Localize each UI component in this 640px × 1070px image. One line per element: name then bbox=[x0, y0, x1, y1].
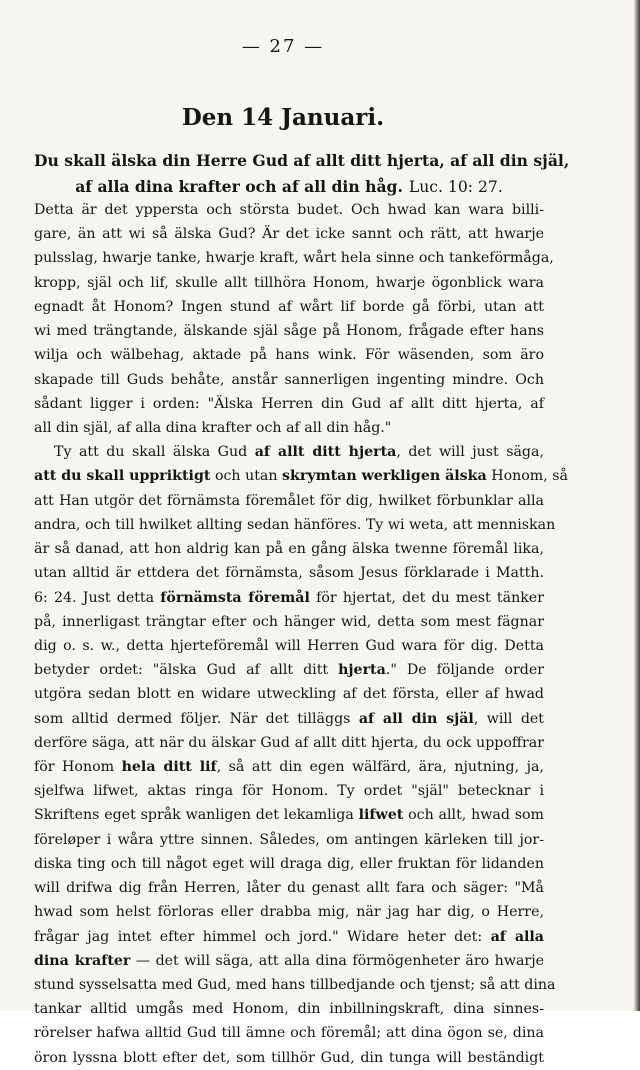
text-segment: hwad som helst förloras eller drabba mig, när jag har dig, o Herre, bbox=[34, 904, 544, 921]
text-line bbox=[34, 900, 544, 924]
text-line bbox=[34, 416, 544, 440]
text-segment: rörelser hafwa alltid Gud till ämne och föremål; att dina ögon se, dina bbox=[34, 1025, 544, 1042]
verse-text-2: af alla dina krafter och af all din håg. bbox=[75, 177, 403, 196]
text-segment: , det will just säga, bbox=[396, 444, 544, 461]
scripture-verse bbox=[34, 148, 570, 200]
body-text bbox=[34, 198, 569, 1070]
text-segment: wilja och wälbehag, aktade på hans wink. För wäsenden, som äro bbox=[34, 347, 544, 364]
text-segment: betyder ordet: "älska Gud af allt ditt bbox=[34, 662, 339, 679]
text-segment: diska ting och till något eget will draga dig, eller fruktan för lidanden bbox=[34, 855, 544, 872]
emphasis-text: hela ditt lif bbox=[121, 759, 217, 776]
text-line bbox=[34, 634, 544, 658]
text-segment: och allt, hwad som bbox=[403, 807, 544, 824]
text-line bbox=[34, 682, 544, 706]
text-line bbox=[34, 731, 544, 755]
text-line bbox=[34, 755, 544, 779]
text-segment: derföre säga, att när du älskar Gud af allt ditt hjerta, du ock uppoffrar bbox=[34, 734, 544, 751]
text-line bbox=[34, 658, 544, 682]
text-line bbox=[34, 392, 544, 416]
text-segment: att Han utgör det förnämsta föremålet för dig, hwilket förbunklar alla bbox=[34, 492, 544, 509]
text-line bbox=[34, 1021, 544, 1045]
text-line bbox=[34, 513, 556, 537]
text-segment: Detta är det yppersta och största budet. Och hwad kan wara billi- bbox=[34, 202, 544, 218]
text-line bbox=[34, 1046, 544, 1070]
text-segment: och utan bbox=[210, 468, 283, 485]
text-line bbox=[34, 876, 544, 900]
page-edge-shadow bbox=[634, 0, 640, 1011]
text-line bbox=[34, 925, 544, 949]
text-line bbox=[34, 949, 544, 973]
text-line bbox=[34, 440, 544, 464]
text-segment: på, innerligast trängtar efter och hänger wid, detta som mest fägnar bbox=[34, 613, 544, 630]
emphasis-text: dina krafter bbox=[34, 952, 131, 969]
text-segment: , så att din egen wälfärd, ära, njutning, ja, bbox=[216, 759, 544, 776]
verse-reference: Luc. 10: 27. bbox=[408, 178, 503, 196]
text-line bbox=[34, 997, 544, 1021]
verse-line-2 bbox=[34, 174, 544, 200]
text-line bbox=[34, 561, 544, 585]
text-segment: öron lyssna blott efter det, som tillhör Gud, din tunga will beständigt bbox=[34, 1049, 544, 1066]
text-segment: dig o. s. w., detta hjerteföremål will Herren Gud wara för dig. Detta bbox=[34, 637, 544, 654]
text-line bbox=[34, 271, 544, 295]
text-line bbox=[34, 973, 556, 997]
text-segment: utgöra sedan blott en widare utweckling af det första, eller af hwad bbox=[34, 686, 544, 703]
text-line bbox=[34, 343, 544, 367]
text-segment: pulsslag, hwarje tanke, hwarje kraft, wårt hela sinne och tankeförmåga, bbox=[34, 250, 554, 267]
text-segment: som alltid dermed följer. När det tilläggs bbox=[34, 710, 359, 727]
text-line bbox=[34, 586, 544, 610]
text-segment: tankar alltid umgås med Honom, din inbillningskraft, dina sinnes- bbox=[34, 1001, 544, 1018]
emphasis-text: hjerta bbox=[338, 662, 386, 679]
text-line bbox=[34, 319, 544, 343]
emphasis-text: af allt ditt hjerta bbox=[254, 444, 397, 461]
text-line bbox=[34, 828, 544, 852]
text-segment: för hjertat, det du mest tänker bbox=[309, 589, 544, 606]
text-segment: är så danad, att hon aldrig kan på en gång älska twenne föremål lika, bbox=[34, 541, 544, 558]
text-line bbox=[34, 464, 569, 488]
text-line bbox=[34, 489, 544, 513]
text-segment: frågar jag intet efter himmel och jord." Widare heter det: bbox=[34, 928, 491, 945]
text-segment: stund sysselsatta med Gud, med hans tillbedjande och tjenst; så att dina bbox=[34, 977, 556, 993]
text-segment: andra, och till hwilket allting sedan hänföres. Ty wi weta, att menniskan bbox=[34, 516, 556, 533]
text-segment: utan alltid är ettdera det förnämsta, såsom Jesus förklarade i Matth. bbox=[34, 565, 544, 582]
emphasis-text: att du skall bbox=[34, 468, 130, 485]
text-line bbox=[34, 537, 544, 561]
text-line bbox=[34, 610, 544, 634]
emphasis-text: uppriktigt bbox=[129, 468, 211, 485]
text-line bbox=[34, 779, 544, 803]
verse-line-1 bbox=[34, 148, 570, 174]
text-segment: Honom, så bbox=[486, 468, 569, 485]
text-line bbox=[34, 246, 554, 270]
text-segment: ." De följande order bbox=[385, 662, 544, 679]
text-segment: kropp, själ och lif, skulle allt tillhöra Honom, hwarje ögonblick wara bbox=[34, 274, 544, 291]
text-line bbox=[34, 803, 544, 827]
text-segment: Skriftens eget språk wanligen det lekamliga bbox=[34, 807, 359, 824]
text-line bbox=[34, 198, 544, 222]
text-segment: — det will säga, att alla dina förmögenheter äro hwarje bbox=[130, 952, 544, 969]
text-segment: Ty att du skall älska Gud bbox=[54, 444, 255, 461]
emphasis-text: af all din själ bbox=[358, 710, 474, 727]
text-line bbox=[34, 852, 544, 876]
verse-text-1: Du skall älska din Herre Gud af allt ditt hjerta, af all din själ, bbox=[34, 151, 570, 170]
text-segment: 6: 24. Just detta bbox=[34, 589, 161, 606]
text-segment: för Honom bbox=[34, 759, 122, 776]
emphasis-text: lifwet bbox=[358, 807, 404, 824]
emphasis-text: af alla bbox=[490, 928, 544, 945]
text-line bbox=[34, 222, 544, 246]
text-segment: will drifwa dig från Herren, låter du genast allt fara och säger: "Må bbox=[34, 880, 544, 897]
emphasis-text: förnämsta föremål bbox=[160, 589, 310, 606]
text-segment: wi med trängtande, älskande själ såge på Honom, frågade efter hans bbox=[34, 323, 544, 340]
text-segment: sådant ligger i orden: "Älska Herren din Gud af allt ditt hjerta, af bbox=[34, 395, 544, 412]
text-segment: egnadt åt Honom? Ingen stund af wårt lif borde gå förbi, utan att bbox=[34, 298, 544, 315]
page-number: — 27 — bbox=[241, 36, 325, 57]
page-heading: Den 14 Januari. bbox=[181, 104, 385, 131]
emphasis-text: skrymtan werkligen älska bbox=[282, 468, 487, 485]
text-segment: gare, än att wi så älska Gud? Är det icke sannt och rätt, att hwarje bbox=[34, 226, 544, 243]
text-segment: skapade till Guds behåte, anstår sannerligen ingenting mindre. Och bbox=[34, 371, 544, 388]
text-segment: all din själ, af alla dina krafter och af all din håg." bbox=[34, 419, 392, 436]
text-line bbox=[34, 368, 544, 392]
text-segment: sjelfwa lifwet, aktas ringa för Honom. Ty ordet "själ" betecknar i bbox=[34, 783, 544, 800]
text-segment: föreløper i wåra yttre sinnen. Således, om antingen kärleken till jor- bbox=[34, 831, 544, 848]
text-segment: , will det bbox=[473, 710, 544, 727]
text-line bbox=[34, 295, 544, 319]
text-line bbox=[34, 707, 544, 731]
